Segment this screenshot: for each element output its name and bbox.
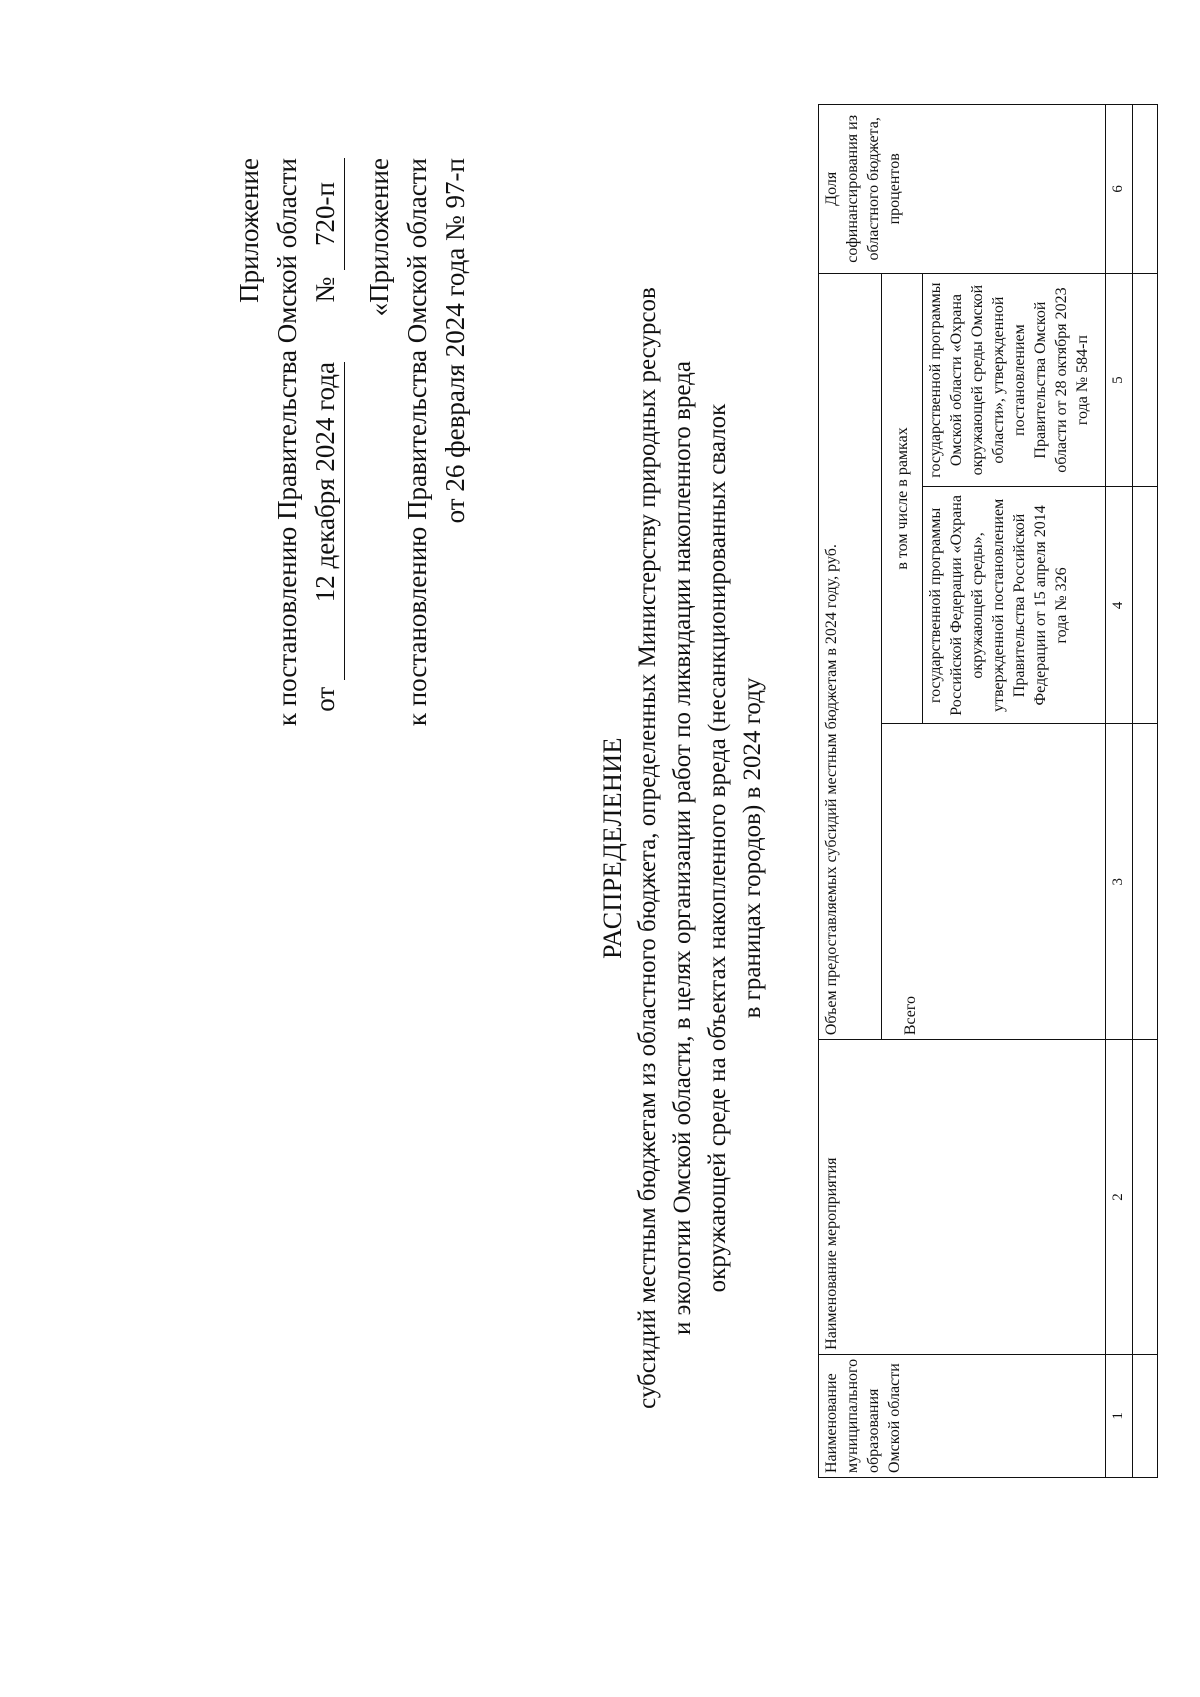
empty-cell: [1133, 487, 1158, 724]
appendix-label: Приложение: [234, 158, 264, 303]
column-number-5: 5: [1106, 273, 1133, 487]
column-number-2: 2: [1106, 1040, 1133, 1355]
column-number-row: [1106, 105, 1133, 1478]
column-number-4: 4: [1106, 487, 1133, 724]
header-including: в том числе в рамках: [882, 273, 923, 724]
empty-cell: [1133, 273, 1158, 487]
prev-appendix-label: «Приложение: [364, 158, 394, 317]
date-prefix: от: [310, 686, 340, 712]
rotated-sheet: [30, 48, 1170, 1648]
previous-appendix-header: [360, 158, 474, 726]
table-header-row-1: [819, 105, 882, 1478]
title-heading: РАСПРЕДЕЛЕНИЕ: [598, 737, 627, 959]
header-total: Всего: [882, 724, 1106, 1040]
header-regional-program: государственной программы Омской области «Охрана окружающей среды Омской области», утвержденной постановлением Правительства Омской области от 28 октября 2023 года № 584-п: [923, 273, 1106, 487]
column-number-6: 6: [1106, 105, 1133, 274]
header-subsidy-volume: Объем предоставляемых субсидий местным бюджетам в 2024 году, руб.: [819, 273, 882, 1040]
title-line-3: окружающей среде на объектах накопленного вреда (несанкционированных свалок: [704, 403, 731, 1293]
title-line-4: в границах городов) в 2024 году: [739, 677, 766, 1019]
prev-appendix-decree-ref: к постановлению Правительства Омской области: [402, 158, 432, 727]
column-number-3: 3: [1106, 724, 1133, 1040]
header-federal-program: государственной программы Российской Федерации «Охрана окружающей среды», утвержденной постановлением Правительства Российской Федерации от 15 апреля 2014 года № 326: [923, 487, 1106, 724]
empty-cell: [1133, 105, 1158, 274]
decree-number-text: 720-п: [310, 182, 340, 246]
empty-cell: [1133, 724, 1158, 1040]
decree-date-text: 12 декабря 2024 года: [310, 362, 340, 603]
decree-date: [306, 362, 345, 680]
distribution-table: [818, 104, 1158, 1478]
decree-number: [306, 158, 345, 270]
appendix-decree-ref: к постановлению Правительства Омской области: [272, 158, 302, 727]
appendix-date-line: [306, 158, 345, 726]
title-line-2: и экологии Омской области, в целях организации работ по ликвидации накопленного вреда: [669, 361, 696, 1335]
empty-row: [1133, 105, 1158, 1478]
header-activity: Наименование мероприятия: [819, 1040, 1106, 1355]
number-sign: №: [310, 276, 340, 303]
prev-appendix-date: от 26 февраля 2024 года № 97-п: [440, 158, 470, 524]
header-cofinancing-share: Доля софинансирования из областного бюджета, процентов: [819, 105, 1106, 274]
empty-cell: [1133, 1354, 1158, 1477]
header-municipality: Наименование муниципального образования Омской области: [819, 1354, 1106, 1477]
document-title: [595, 48, 770, 1648]
empty-cell: [1133, 1040, 1158, 1355]
title-line-1: субсидий местным бюджетам из областного бюджета, определенных Министерству природных ресурсов: [634, 287, 661, 1409]
column-number-1: 1: [1106, 1354, 1133, 1477]
appendix-header: [230, 158, 345, 726]
